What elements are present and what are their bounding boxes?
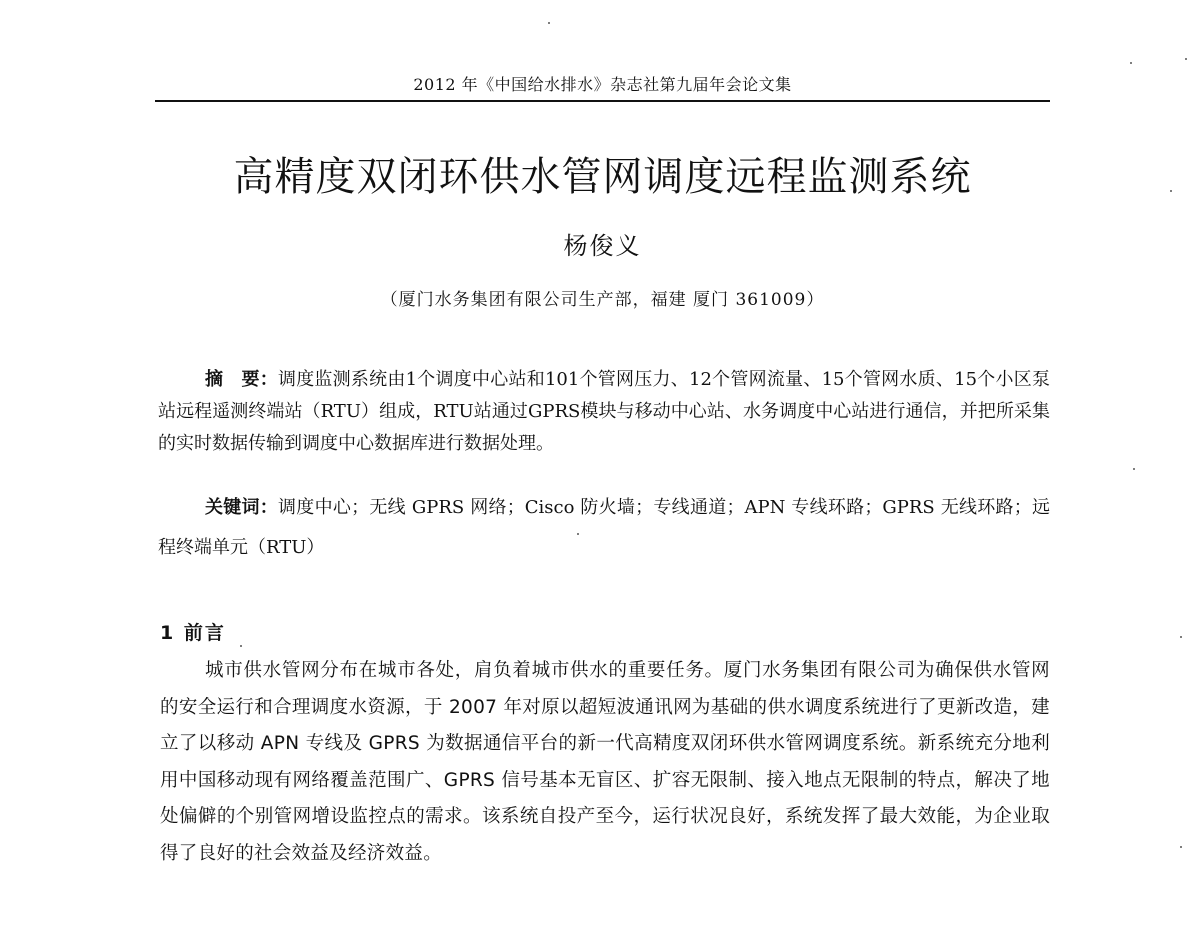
- author-affiliation: （厦门水务集团有限公司生产部，福建 厦门 361009）: [380, 290, 825, 310]
- scan-speck: [577, 533, 579, 535]
- body-paragraph: 城市供水管网分布在城市各处，肩负着城市供水的重要任务。厦门水务集团有限公司为确保供水管网的安全运行和合理调度水资源，于 2007 年对原以超短波通讯网为基础的供水调度系统进行了更新改造，建立了以移动 APN 专线及 GPRS 为数据通信平台的新一代高精度双闭环供水管网调度系统。新系统充分地利用中国移动现有网络覆盖范围广、GPRS 信号基本无盲区、扩容无限制、接入地点无限制的特点，解决了地处偏僻的个别管网增设监控点的需求。该系统自投产至今，运行状况良好，系统发挥了最大效能，为企业取得了良好的社会效益及经济效益。: [160, 660, 1050, 864]
- abstract-text: 调度监测系统由1个调度中心站和101个管网压力、12个管网流量、15个管网水质、15个小区泵站远程遥测终端站（RTU）组成，RTU站通过GPRS模块与移动中心站、水务调度中心站进行通信，并把所采集的实时数据传输到调度中心数据库进行数据处理。: [158, 369, 1050, 454]
- scan-speck: [1130, 62, 1132, 64]
- scan-speck: [1180, 636, 1182, 638]
- paper-title: 高精度双闭环供水管网调度远程监测系统: [233, 154, 972, 200]
- abstract-paragraph: [158, 364, 1050, 460]
- keywords: [158, 488, 1050, 568]
- scan-speck: [1170, 190, 1172, 192]
- section-heading-intro: 1 前言: [160, 622, 226, 644]
- scan-speck: [240, 645, 242, 647]
- scan-speck: [1133, 468, 1135, 470]
- header-rule: [155, 100, 1050, 102]
- abstract-label: 摘 要：: [205, 369, 278, 390]
- running-header: 2012 年《中国给水排水》杂志社第九届年会论文集: [413, 75, 792, 94]
- abstract: [158, 364, 1050, 460]
- paper-author: 杨俊义: [563, 232, 642, 260]
- keywords-text: 调度中心；无线 GPRS 网络；Cisco 防火墙；专线通道；APN 专线环路；GPRS 无线环路；远程终端单元（RTU）: [158, 497, 1050, 558]
- scan-speck: [1185, 58, 1187, 60]
- scan-speck: [1180, 846, 1182, 848]
- section-body: [160, 653, 1050, 872]
- keywords-paragraph: [158, 488, 1050, 568]
- keywords-label: 关键词：: [205, 497, 279, 518]
- scan-speck: [548, 22, 550, 24]
